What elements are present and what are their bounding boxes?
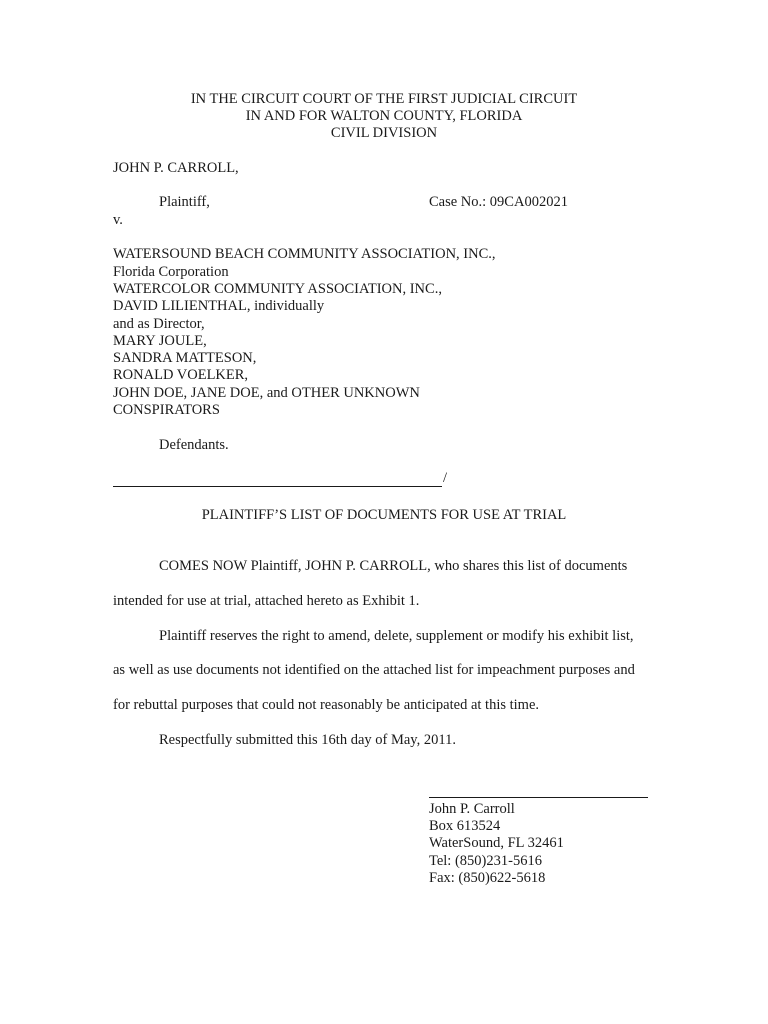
signer-address-line-1: Box 613524 bbox=[429, 818, 501, 834]
court-name-line: IN THE CIRCUIT COURT OF THE FIRST JUDICIAL CIRCUIT bbox=[190, 91, 578, 107]
body-paragraph-line: for rebuttal purposes that could not reasonably be anticipated at this time. bbox=[113, 697, 540, 713]
defendant-line: RONALD VOELKER, bbox=[113, 367, 249, 383]
signer-fax: Fax: (850)622-5618 bbox=[429, 870, 546, 886]
defendant-line: JOHN DOE, JANE DOE, and OTHER UNKNOWN bbox=[113, 385, 420, 401]
case-number: Case No.: 09CA002021 bbox=[429, 194, 568, 210]
versus-label: v. bbox=[113, 212, 123, 228]
plaintiff-name: JOHN P. CARROLL, bbox=[113, 160, 239, 176]
signer-address-line-2: WaterSound, FL 32461 bbox=[429, 835, 564, 851]
defendant-line: CONSPIRATORS bbox=[113, 402, 220, 418]
plaintiff-label: Plaintiff, bbox=[159, 194, 210, 210]
defendants-label: Defendants. bbox=[159, 437, 229, 453]
division-line: CIVIL DIVISION bbox=[330, 125, 438, 141]
defendant-line: DAVID LILIENTHAL, individually bbox=[113, 298, 325, 314]
caption-end-slash: / bbox=[443, 470, 448, 486]
defendant-line: WATERSOUND BEACH COMMUNITY ASSOCIATION, INC., bbox=[113, 246, 496, 262]
document-title: PLAINTIFF’S LIST OF DOCUMENTS FOR USE AT TRIAL bbox=[201, 507, 567, 523]
signature-line bbox=[429, 797, 648, 798]
body-paragraph-line: COMES NOW Plaintiff, JOHN P. CARROLL, who shares this list of documents bbox=[159, 558, 628, 574]
county-line: IN AND FOR WALTON COUNTY, FLORIDA bbox=[245, 108, 523, 124]
body-paragraph-line: intended for use at trial, attached hereto as Exhibit 1. bbox=[113, 593, 420, 609]
caption-divider-rule bbox=[113, 486, 442, 487]
defendant-line: Florida Corporation bbox=[113, 264, 229, 280]
body-paragraph-line: Plaintiff reserves the right to amend, delete, supplement or modify his exhibit list, bbox=[159, 628, 634, 644]
defendant-line: SANDRA MATTESON, bbox=[113, 350, 257, 366]
defendant-line: MARY JOULE, bbox=[113, 333, 207, 349]
defendant-line: and as Director, bbox=[113, 316, 205, 332]
body-paragraph-line: Respectfully submitted this 16th day of May, 2011. bbox=[159, 732, 456, 748]
body-paragraph-line: as well as use documents not identified on the attached list for impeachment purposes and bbox=[113, 662, 635, 678]
signer-name: John P. Carroll bbox=[429, 801, 515, 817]
signer-telephone: Tel: (850)231-5616 bbox=[429, 853, 542, 869]
defendant-line: WATERCOLOR COMMUNITY ASSOCIATION, INC., bbox=[113, 281, 442, 297]
